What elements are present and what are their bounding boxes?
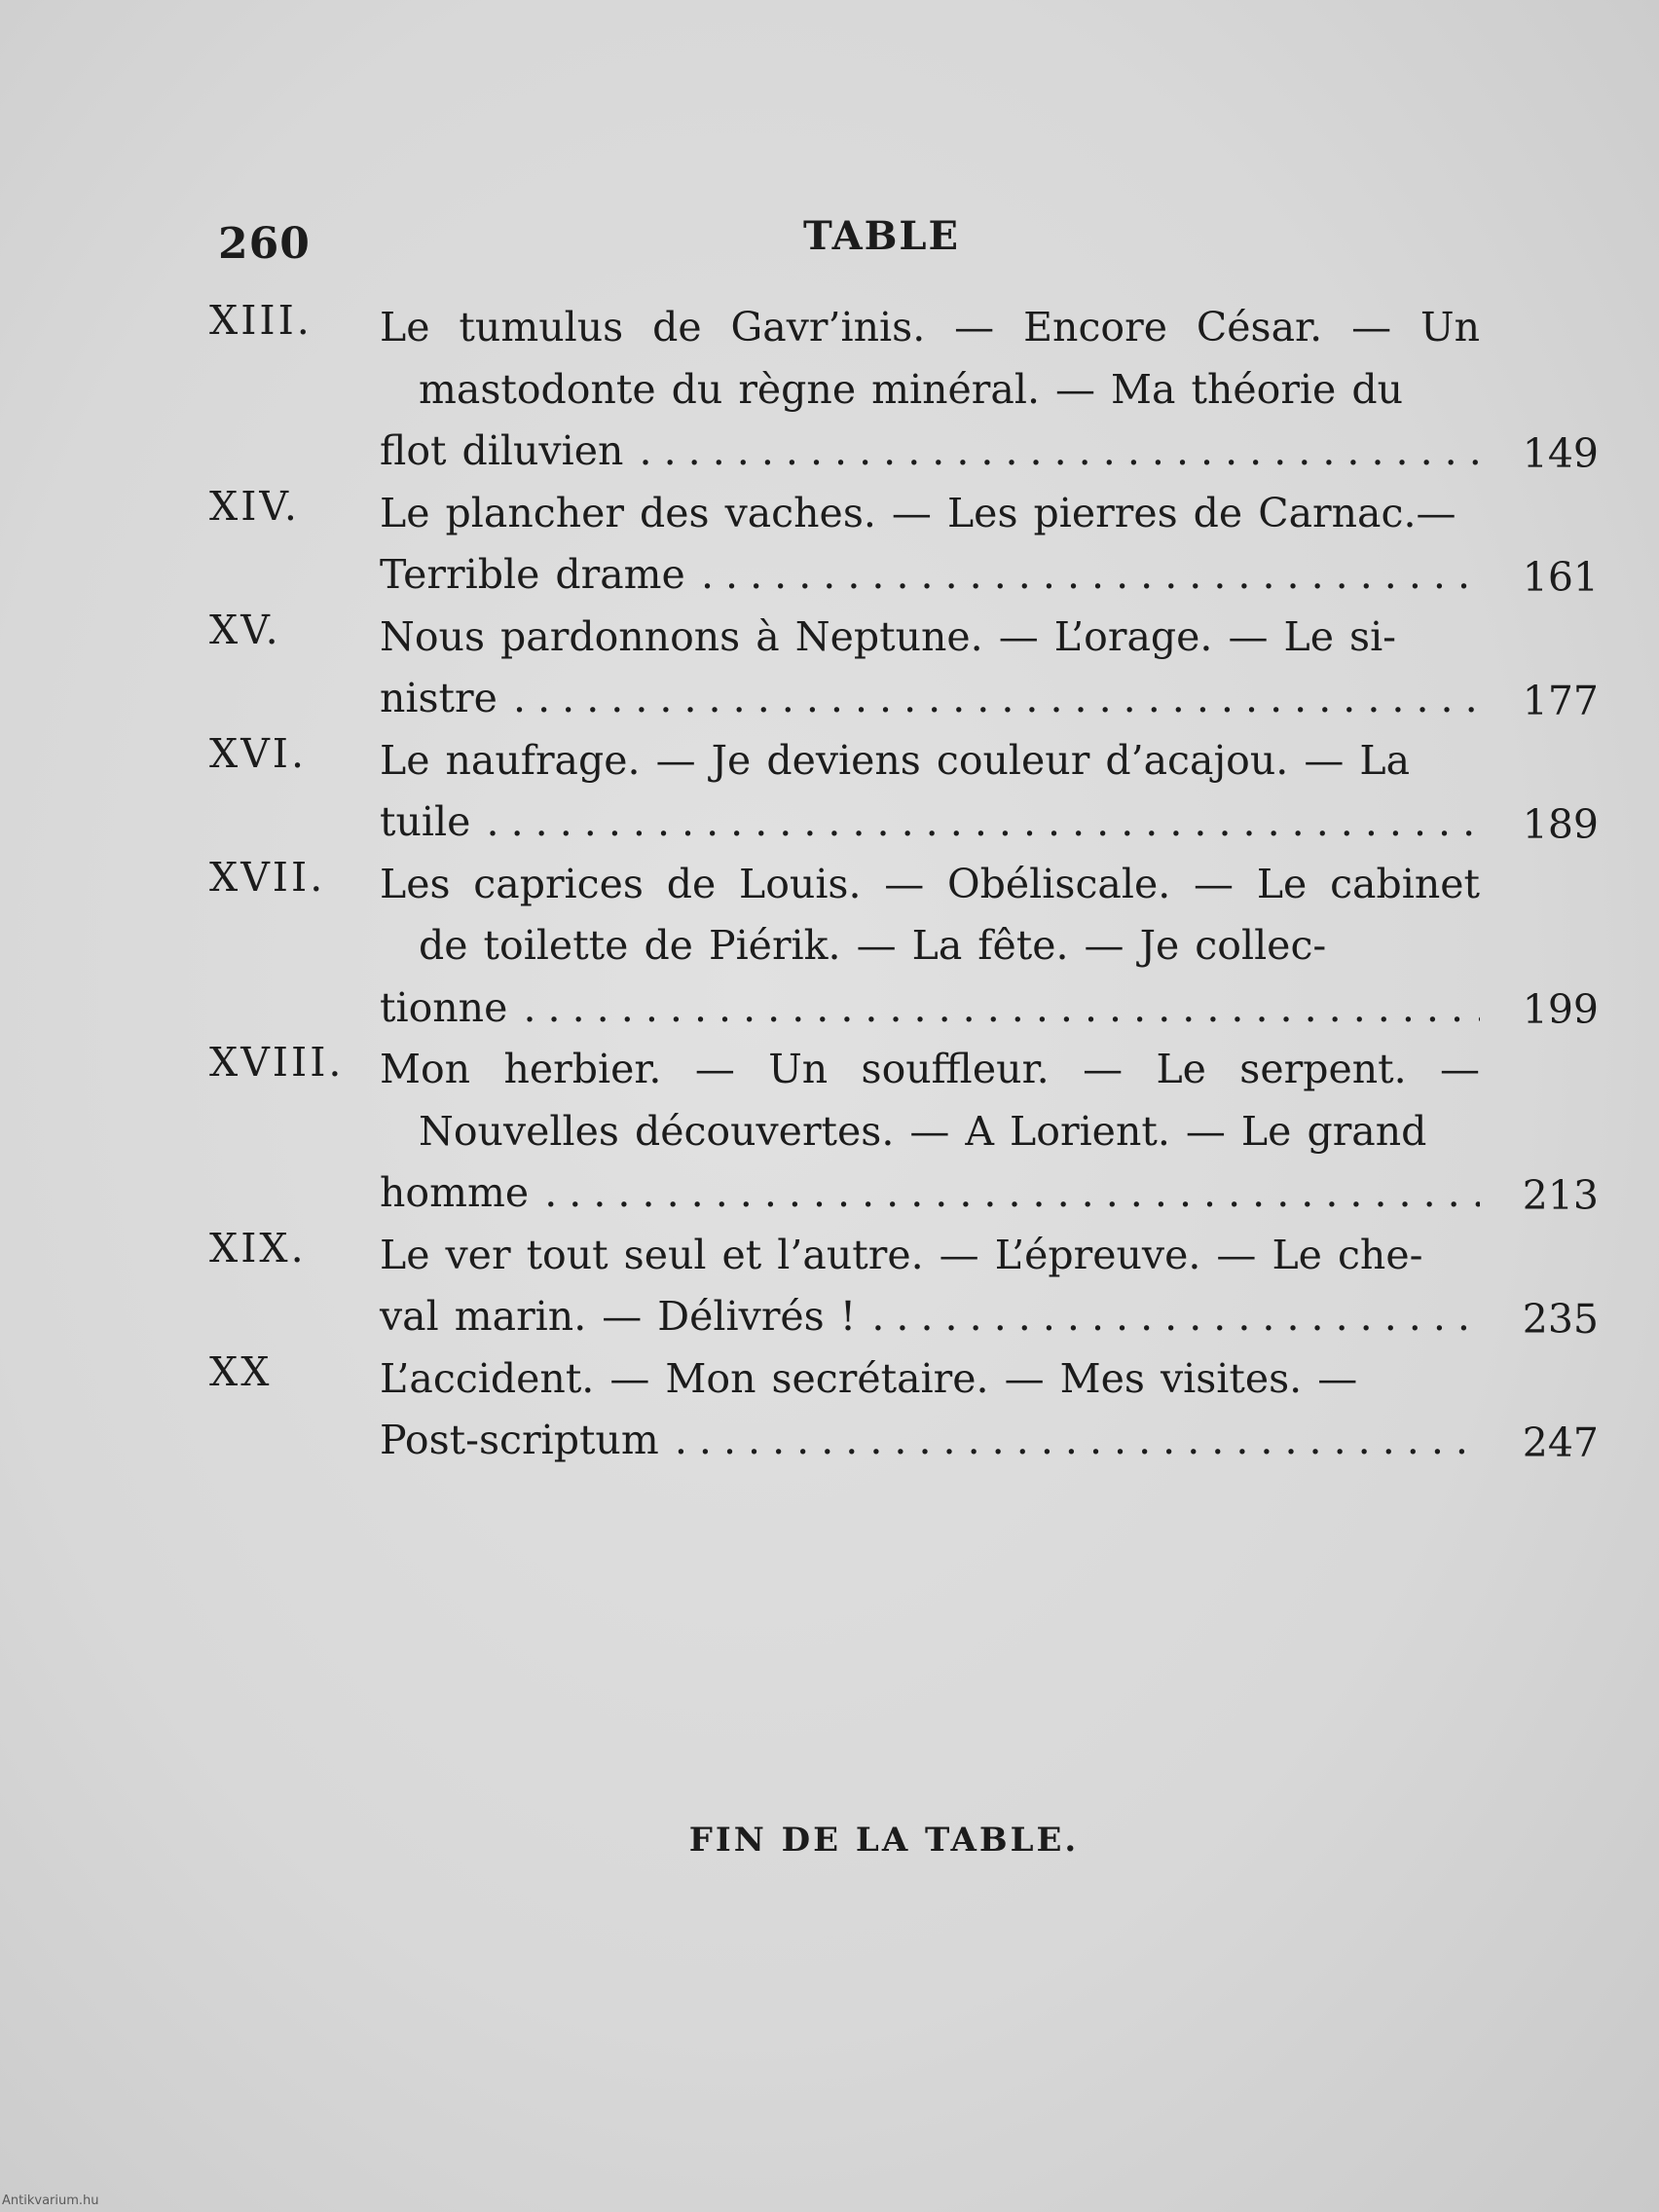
- chapter-title-end: homme: [380, 1169, 530, 1216]
- chapter-title-last-line: [380, 977, 1480, 1040]
- dot-leader: [476, 792, 1480, 854]
- table-of-contents: [0, 297, 1659, 1472]
- chapter-page: 149: [1522, 429, 1599, 477]
- chapter-title: [380, 1225, 1480, 1348]
- chapter-title: [380, 483, 1480, 607]
- chapter-title-text: Les caprices de Louis. — Obéliscale. — Le cabinet de toilette de Piérik. — La fête. — Je collec-: [380, 860, 1480, 969]
- chapter-title-text: L’accident. — Mon secrétaire. — Mes visites. —: [380, 1354, 1358, 1402]
- chapter-title-last-line: [380, 1286, 1480, 1348]
- chapter-title: [380, 607, 1480, 730]
- chapter-page: 213: [1522, 1171, 1599, 1219]
- chapter-numeral: XX: [209, 1347, 273, 1395]
- chapter-title-end: val marin. — Délivrés !: [380, 1293, 857, 1340]
- chapter-title: [380, 1039, 1480, 1225]
- toc-entry: [0, 483, 1659, 607]
- dot-leader: [862, 1286, 1480, 1348]
- chapter-page: 177: [1522, 677, 1599, 724]
- chapter-title-last-line: [380, 544, 1480, 607]
- toc-entry: [0, 1348, 1659, 1472]
- chapter-numeral: XVI.: [209, 729, 308, 777]
- chapter-title-end: Post-scriptum: [380, 1417, 659, 1463]
- toc-entry: [0, 1225, 1659, 1348]
- chapter-title-last-line: [380, 792, 1480, 854]
- chapter-title-end: Terrible drame: [380, 551, 685, 598]
- chapter-numeral: XIX.: [209, 1224, 307, 1272]
- chapter-page: 189: [1522, 800, 1599, 848]
- end-of-table-text: FIN DE LA TABLE.: [688, 1821, 1080, 1860]
- chapter-page: 161: [1522, 553, 1599, 601]
- chapter-title-last-line: [380, 1162, 1480, 1225]
- watermark: Antikvarium.hu: [2, 2194, 99, 2208]
- chapter-page: 247: [1522, 1419, 1599, 1466]
- chapter-numeral: XV.: [209, 606, 281, 653]
- chapter-title-last-line: [380, 1410, 1480, 1472]
- chapter-title-text: Le tumulus de Gavr’inis. — Encore César. — Un mastodonte du règne minéral. — Ma théorie du: [380, 304, 1480, 413]
- chapter-title-text: Nous pardonnons à Neptune. — L’orage. — Le si-: [380, 612, 1397, 660]
- chapter-title: [380, 1348, 1480, 1472]
- dot-leader: [665, 1410, 1480, 1472]
- chapter-title-text: Le plancher des vaches. — Les pierres de Carnac.—: [380, 489, 1456, 536]
- page-header: [0, 209, 1659, 268]
- chapter-numeral: XIV.: [209, 482, 300, 530]
- chapter-title-end: tionne: [380, 983, 508, 1031]
- toc-entry: [0, 297, 1659, 483]
- chapter-numeral: XVII.: [209, 853, 326, 901]
- chapter-page: 235: [1522, 1295, 1599, 1343]
- chapter-title-last-line: [380, 668, 1480, 730]
- chapter-title-end: tuile: [380, 798, 471, 845]
- chapter-title-text: Le ver tout seul et l’autre. — L’épreuve. — Le che-: [380, 1231, 1423, 1278]
- chapter-title-text: Mon herbier. — Un souffleur. — Le serpent. — Nouvelles découvertes. — A Lorient. — Le grand: [380, 1046, 1480, 1155]
- chapter-title: [380, 854, 1480, 1040]
- chapter-title-last-line: [380, 421, 1480, 483]
- chapter-numeral: XIII.: [209, 297, 313, 344]
- dot-leader: [513, 977, 1480, 1040]
- dot-leader: [535, 1162, 1480, 1225]
- toc-entry: [0, 854, 1659, 1040]
- chapter-title-end: flot diluvien: [380, 427, 624, 474]
- toc-entry: [0, 607, 1659, 730]
- dot-leader: [503, 668, 1480, 730]
- page-number: 260: [218, 219, 311, 269]
- toc-entry: [0, 1039, 1659, 1225]
- running-title: TABLE: [803, 213, 961, 259]
- end-of-table-note: [0, 1821, 1659, 1860]
- chapter-title: [380, 730, 1480, 854]
- dot-leader: [691, 544, 1480, 607]
- chapter-title-text: Le naufrage. — Je deviens couleur d’acajou. — La: [380, 736, 1411, 784]
- chapter-page: 199: [1522, 986, 1599, 1033]
- chapter-title-end: nistre: [380, 675, 498, 721]
- toc-entry: [0, 730, 1659, 854]
- chapter-numeral: XVIII.: [209, 1039, 345, 1086]
- dot-leader: [629, 421, 1480, 483]
- chapter-title: [380, 297, 1480, 483]
